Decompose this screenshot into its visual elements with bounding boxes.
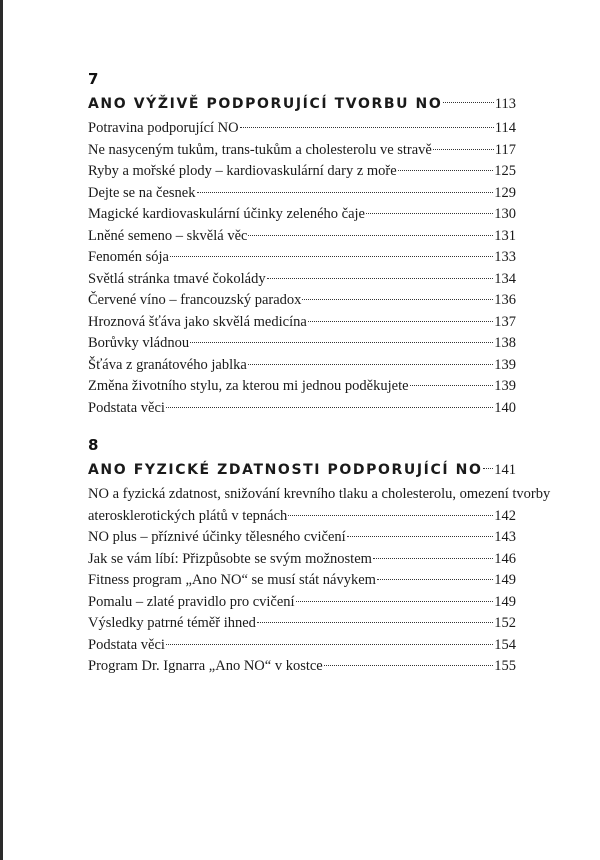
toc-entry[interactable] — [88, 333, 516, 355]
entry-title: Borůvky vládnou — [88, 335, 190, 351]
toc-entry[interactable] — [88, 613, 516, 635]
toc-entry[interactable] — [88, 269, 516, 291]
page-number: 139 — [494, 356, 516, 373]
page-number: 113 — [494, 96, 516, 112]
toc-entry[interactable] — [88, 118, 516, 140]
dot-leader — [302, 299, 493, 300]
chapter-title: ANO VÝŽIVĚ PODPORUJÍCÍ TVORBU NO — [88, 96, 443, 112]
dot-leader — [248, 235, 493, 236]
page-edge — [0, 0, 3, 860]
entry-title: Hroznová šťáva jako skvělá medicína — [88, 313, 307, 330]
entry-title: Světlá stránka tmavé čokolády — [88, 270, 266, 287]
toc-entry[interactable] — [88, 161, 516, 183]
entry-title: Pomalu – zlaté pravidlo pro cvičení — [88, 593, 295, 610]
dot-leader — [257, 622, 493, 623]
dot-leader — [166, 644, 493, 645]
dot-leader — [366, 213, 493, 214]
toc-entry[interactable] — [88, 355, 516, 377]
page-number: 143 — [494, 529, 516, 545]
toc-entry[interactable] — [88, 570, 516, 592]
toc-entry[interactable] — [88, 549, 516, 571]
dot-leader — [170, 256, 493, 257]
entry-title: Červené víno – francouzský paradox — [88, 292, 302, 308]
chapter-title: ANO FYZICKÉ ZDATNOSTI PODPORUJÍCÍ NO — [88, 462, 483, 478]
dot-leader — [166, 407, 493, 408]
dot-leader — [296, 601, 494, 602]
toc-entry[interactable] — [88, 656, 516, 678]
entry-title: Změna životního stylu, za kterou mi jednou poděkujete — [88, 378, 409, 394]
chapter-title-row[interactable] — [88, 458, 516, 482]
page-number: 138 — [494, 335, 516, 351]
dot-leader — [197, 192, 494, 193]
toc-entry[interactable] — [88, 226, 516, 248]
entry-title: Podstata věci — [88, 399, 165, 416]
entry-title: Program Dr. Ignarra „Ano NO“ v kostce — [88, 658, 323, 674]
dot-leader — [248, 364, 493, 365]
page-number: 129 — [494, 184, 516, 201]
toc-entry[interactable] — [88, 290, 516, 312]
dot-leader — [433, 149, 494, 150]
toc-entry[interactable] — [88, 204, 516, 226]
chapter-number: 7 — [88, 70, 99, 88]
page-number: 141 — [494, 462, 516, 478]
page-number: 117 — [494, 141, 516, 158]
chapter-number: 8 — [88, 436, 99, 454]
page-number: 134 — [494, 270, 516, 287]
entry-title: Ryby a mořské plody – kardiovaskulární dary z moře — [88, 163, 397, 179]
dot-leader — [398, 170, 494, 171]
chapter-title-row[interactable] — [88, 92, 516, 116]
page-number: 136 — [494, 292, 516, 308]
toc-entry[interactable] — [88, 398, 516, 420]
dot-leader — [267, 278, 494, 279]
page-number: 155 — [494, 658, 516, 674]
page-number: 133 — [494, 249, 516, 265]
entry-title: Potravina podporující NO — [88, 120, 239, 136]
page-number: 131 — [494, 227, 516, 244]
dot-leader — [410, 385, 494, 386]
entry-title: Fenomén sója — [88, 249, 169, 265]
dot-leader — [347, 536, 494, 537]
page-number: 140 — [494, 399, 516, 416]
page-number: 114 — [494, 120, 516, 136]
entry-title: Ne nasyceným tukům, trans-tukům a cholesterolu ve stravě — [88, 141, 432, 158]
toc-entry[interactable] — [88, 635, 516, 657]
dot-leader — [483, 468, 493, 469]
entry-title: Fitness program „Ano NO“ se musí stát návykem — [88, 572, 376, 588]
toc-entry[interactable] — [88, 247, 516, 269]
page-number: 154 — [494, 636, 516, 653]
page-number: 146 — [494, 550, 516, 567]
chapter-8 — [88, 436, 551, 678]
entry-title: Magické kardiovaskulární účinky zeleného čaje — [88, 206, 365, 222]
dot-leader — [308, 321, 493, 322]
dot-leader — [373, 558, 493, 559]
toc-entry-line[interactable]: NO a fyzická zdatnost, snižování krevního tlaku a cholesterolu, omezení tvorby — [88, 486, 551, 502]
entry-title: Podstata věci — [88, 636, 165, 653]
page-number: 125 — [494, 163, 516, 179]
page-number: 152 — [494, 615, 516, 631]
dot-leader — [190, 342, 493, 343]
page-number: 142 — [494, 507, 516, 524]
toc-entry[interactable] — [88, 376, 516, 398]
entry-title: Šťáva z granátového jablka — [88, 356, 247, 373]
toc-entry[interactable] — [88, 506, 516, 528]
toc-entry[interactable] — [88, 592, 516, 614]
entry-title: Výsledky patrné téměř ihned — [88, 615, 256, 631]
entry-title: Dejte se na česnek — [88, 184, 196, 201]
entry-title: Jak se vám líbí: Přizpůsobte se svým možnostem — [88, 550, 372, 567]
page-number: 149 — [494, 593, 516, 610]
entry-title: aterosklerotických plátů v tepnách — [88, 507, 288, 524]
dot-leader — [240, 127, 494, 128]
dot-leader — [288, 515, 493, 516]
dot-leader — [377, 579, 493, 580]
page-number: 130 — [494, 206, 516, 222]
page-number: 149 — [494, 572, 516, 588]
dot-leader — [324, 665, 494, 666]
page-number: 139 — [494, 378, 516, 394]
toc-entry[interactable] — [88, 183, 516, 205]
toc-entry[interactable] — [88, 140, 516, 162]
entry-title: Lněné semeno – skvělá věc — [88, 227, 248, 244]
dot-leader — [443, 102, 493, 103]
toc-entry[interactable] — [88, 312, 516, 334]
page-number: 137 — [494, 313, 516, 330]
entry-title: NO plus – příznivé účinky tělesného cvičení — [88, 529, 346, 545]
toc-entry[interactable] — [88, 527, 516, 549]
chapter-7 — [88, 70, 516, 419]
